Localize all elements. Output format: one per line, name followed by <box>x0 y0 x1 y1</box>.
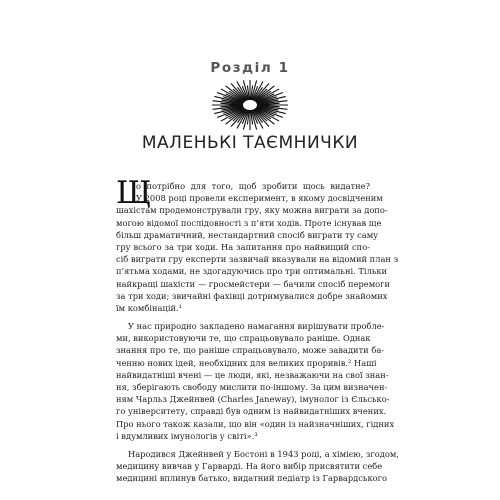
text-line: ня, зберігають свободу мислити по-іншому. За цим визначен- <box>116 382 388 392</box>
text-line: і вдумливих імунологів у світі».³ <box>116 430 258 441</box>
text-line: найвидатніші вчені — це люди, які, незважаючи на свої знан- <box>116 369 389 380</box>
text-line: о потрібно для того, щоб зробити щось видатне? <box>136 181 370 191</box>
text-line: медицину вивчав у Гарварді. На його вибір присвятити себе <box>116 461 383 472</box>
text-line: го університету, справді був одним із найвидатніших вчених. <box>116 406 387 417</box>
chapter-body <box>116 175 399 485</box>
text-line: сіб виграти гру експерти зазвичай вказували на відомий план з <box>116 254 399 265</box>
paragraph-3 <box>116 448 399 485</box>
text-line: знання про те, що раніше спрацьовувало, може завадити ба- <box>116 345 385 356</box>
text-line: їм комбінацій.¹ <box>116 302 182 313</box>
text-line: могою відомої послідовності з п’яти ходів. Проте існував ще <box>116 217 382 228</box>
text-line: ченню нових ідей, необхідних для великих проривів.² Наші <box>116 357 377 368</box>
text-line: ням Чарльз Джейнвей (Charles Janeway), імунолог із Єльсько- <box>116 394 390 405</box>
text-line: У 2008 році провели експеримент, в якому досвідченим <box>136 193 383 204</box>
text-line: Народився Джейнвей у Бостоні в 1943 році, а хімією, згодом, <box>128 448 399 459</box>
starburst-icon <box>210 79 290 131</box>
text-line: медицині вплинув батько, видатний педіатр із Гарвардського <box>116 473 387 484</box>
text-line: п’ятьма ходами, не здогадуючись про три оптимальні. Тільки <box>116 266 388 277</box>
chapter-label: Розділ 1 <box>210 60 290 76</box>
text-line: за три ходи; звичайні фахівці дотримувалися добре знайомих <box>116 290 388 301</box>
text-line: Про нього також казали, що він «один із найзначніших, гідних <box>116 418 395 429</box>
paragraph-2 <box>116 320 395 442</box>
text-line: шахістам продемонстрували гру, яку можна виграти за допо- <box>116 205 388 216</box>
text-line: У нас природно закладено намагання вирішувати пробле- <box>128 321 385 332</box>
text-line: найкращі шахісти — гросмейстери — бачили спосіб перемоги <box>116 278 391 289</box>
text-line: більш драматичний, нестандартний спосіб виграти ту саму <box>116 229 379 240</box>
text-line: ми, використовуючи те, що спрацьовувало раніше. Однак <box>116 333 371 344</box>
chapter-title: МАЛЕНЬКІ ТАЄМНИЧКИ <box>141 133 359 153</box>
drop-cap: Щ <box>116 175 152 211</box>
paragraph-1 <box>116 175 399 314</box>
text-line: гру всього за три ходи. На запитання про найвищий спо- <box>116 241 370 252</box>
